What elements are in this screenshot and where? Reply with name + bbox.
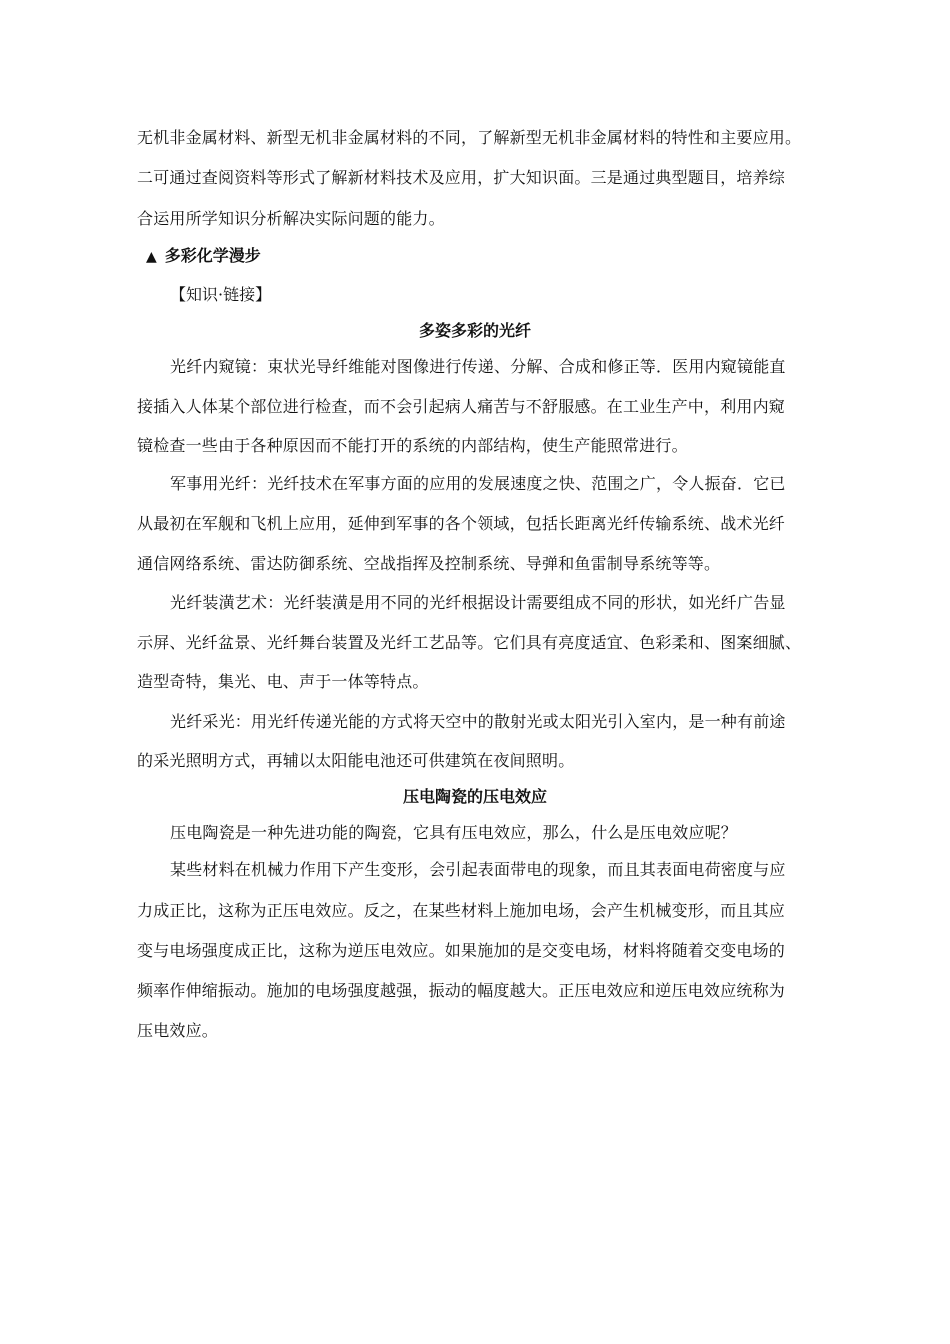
section-title-text: 多彩化学漫步 [164, 246, 261, 265]
intro-line-3: 合运用所学知识分析解决实际问题的能力。 [137, 209, 445, 228]
article2-p2-line-4: 频率作伸缩振动。施加的电场强度越强，振动的幅度越大。正压电效应和逆压电效应统称为 [137, 981, 786, 1000]
article1-p2-line-1: 军事用光纤：光纤技术在军事方面的应用的发展速度之快、范围之广，令人振奋．它已 [170, 474, 786, 493]
intro-line-1: 无机非金属材料、新型无机非金属材料的不同，了解新型无机非金属材料的特性和主要应用。 [137, 128, 802, 147]
article1-p1-line-1: 光纤内窥镜：束状光导纤维能对图像进行传递、分解、合成和修正等．医用内窥镜能直 [170, 357, 786, 376]
intro-line-2: 二可通过查阅资料等形式了解新材料技术及应用，扩大知识面。三是通过典型题目，培养综 [137, 168, 786, 187]
article1-p3-line-2: 示屏、光纤盆景、光纤舞台装置及光纤工艺品等。它们具有亮度适宜、色彩柔和、图案细腻、 [137, 633, 802, 652]
article1-p2-line-3: 通信网络系统、雷达防御系统、空战指挥及控制系统、导弹和鱼雷制导系统等等。 [137, 554, 721, 573]
article1-p1-line-3: 镜检查一些由于各种原因而不能打开的系统的内部结构，使生产能照常进行。 [137, 436, 688, 455]
article2-p2-line-5: 压电效应。 [137, 1021, 219, 1040]
article2-p1-line-1: 压电陶瓷是一种先进功能的陶瓷，它具有压电效应，那么，什么是压电效应呢？ [170, 823, 738, 842]
article2-p2-line-1: 某些材料在机械力作用下产生变形，会引起表面带电的现象，而且其表面电荷密度与应 [170, 860, 786, 879]
article2-p2-line-2: 力成正比，这称为正压电效应。反之，在某些材料上施加电场，会产生机械变形，而且其应 [137, 901, 786, 920]
knowledge-link-label: 【知识·链接】 [170, 285, 272, 304]
article1-p2-line-2: 从最初在军舰和飞机上应用，延伸到军事的各个领域，包括长距离光纤传输系统、战术光纤 [137, 514, 786, 533]
article2-p2-line-3: 变与电场强度成正比，这称为逆压电效应。如果施加的是交变电场，材料将随着交变电场的 [137, 941, 786, 960]
section-heading [146, 246, 261, 267]
article1-p3-line-3: 造型奇特，集光、电、声于一体等特点。 [137, 672, 429, 691]
article1-title: 多姿多彩的光纤 [418, 321, 531, 340]
triangle-icon: ▲ [146, 249, 157, 265]
article1-p4-line-1: 光纤采光：用光纤传递光能的方式将天空中的散射光或太阳光引入室内，是一种有前途 [170, 712, 786, 731]
article1-p3-line-1: 光纤装潢艺术：光纤装潢是用不同的光纤根据设计需要组成不同的形状，如光纤广告显 [170, 593, 786, 612]
article1-p4-line-2: 的采光照明方式，再辅以太阳能电池还可供建筑在夜间照明。 [137, 751, 575, 770]
article1-p1-line-2: 接插入人体某个部位进行检查，而不会引起病人痛苦与不舒服感。在工业生产中，利用内窥 [137, 397, 786, 416]
article2-title: 压电陶瓷的压电效应 [402, 787, 547, 806]
